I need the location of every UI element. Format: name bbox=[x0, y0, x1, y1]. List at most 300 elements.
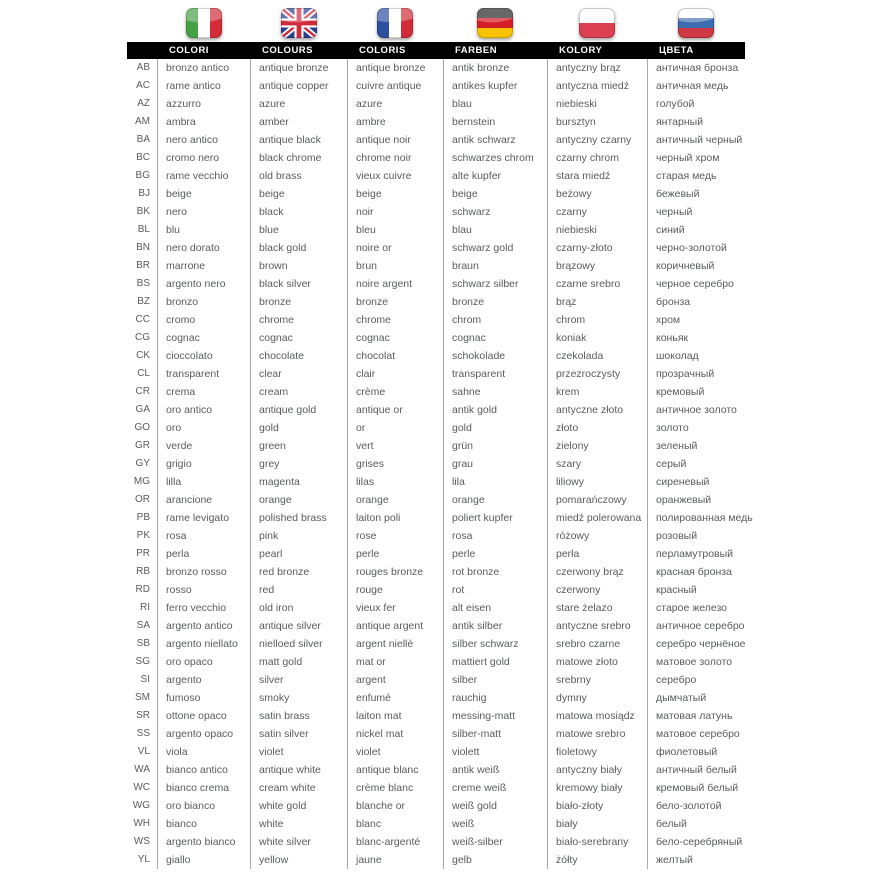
france-flag-icon bbox=[347, 0, 443, 42]
color-code-cell: WA bbox=[134, 764, 150, 775]
color-code-cell: BZ bbox=[137, 296, 150, 307]
color-code-cell: GO bbox=[134, 422, 150, 433]
color-name-cell-russian: серебро чернёное bbox=[647, 635, 850, 653]
color-name-cell-polish: krem bbox=[547, 383, 647, 401]
color-name-cell-english: gold bbox=[250, 419, 347, 437]
color-name-cell-italian: nero dorato bbox=[157, 239, 250, 257]
color-table-body bbox=[127, 59, 850, 869]
color-name-cell-german: gold bbox=[443, 419, 547, 437]
color-name-cell-french: bronze bbox=[347, 293, 443, 311]
color-name-cell-german: orange bbox=[443, 491, 547, 509]
color-code-cell: BR bbox=[136, 260, 150, 271]
color-name-cell-russian: перламутровый bbox=[647, 545, 850, 563]
color-code-cell: SG bbox=[135, 656, 150, 667]
color-name-cell-french: crème bbox=[347, 383, 443, 401]
color-name-cell-polish: czerwony bbox=[547, 581, 647, 599]
color-name-cell-german: schwarz bbox=[443, 203, 547, 221]
color-name-cell-polish: bursztyn bbox=[547, 113, 647, 131]
color-name-cell-italian: marrone bbox=[157, 257, 250, 275]
color-name-cell-polish: czarny chrom bbox=[547, 149, 647, 167]
color-name-cell-italian: nero bbox=[157, 203, 250, 221]
color-code-cell: CG bbox=[135, 332, 150, 343]
color-name-cell-russian: розовый bbox=[647, 527, 850, 545]
color-name-cell-polish: czarne srebro bbox=[547, 275, 647, 293]
color-name-cell-french: cognac bbox=[347, 329, 443, 347]
color-code-cell: PB bbox=[136, 512, 150, 523]
color-code-cell: YL bbox=[137, 854, 150, 865]
color-name-cell-french: laiton poli bbox=[347, 509, 443, 527]
color-name-cell-italian: oro opaco bbox=[157, 653, 250, 671]
color-name-cell-english: beige bbox=[250, 185, 347, 203]
color-name-cell-german: mattiert gold bbox=[443, 653, 547, 671]
color-name-cell-russian: желтый bbox=[647, 851, 850, 869]
color-name-cell-english: black chrome bbox=[250, 149, 347, 167]
color-code-cell: CC bbox=[135, 314, 150, 325]
color-name-cell-russian: кремовый bbox=[647, 383, 850, 401]
color-name-cell-polish: dymny bbox=[547, 689, 647, 707]
color-code-cell: SA bbox=[136, 620, 150, 631]
color-name-cell-german: chrom bbox=[443, 311, 547, 329]
color-name-cell-russian: дымчатый bbox=[647, 689, 850, 707]
germany-flag-icon bbox=[443, 0, 547, 42]
color-name-cell-italian: bronzo rosso bbox=[157, 563, 250, 581]
color-name-cell-french: rouges bronze bbox=[347, 563, 443, 581]
color-name-cell-french: grises bbox=[347, 455, 443, 473]
color-name-cell-polish: antyczne złoto bbox=[547, 401, 647, 419]
color-name-cell-english: amber bbox=[250, 113, 347, 131]
color-name-cell-italian: fumoso bbox=[157, 689, 250, 707]
color-name-cell-russian: красная бронза bbox=[647, 563, 850, 581]
color-name-cell-french: noire argent bbox=[347, 275, 443, 293]
color-name-cell-russian: золото bbox=[647, 419, 850, 437]
color-name-cell-polish: perła bbox=[547, 545, 647, 563]
color-code-cell: VL bbox=[137, 746, 150, 757]
color-name-cell-german: rosa bbox=[443, 527, 547, 545]
color-name-cell-polish: brązowy bbox=[547, 257, 647, 275]
color-name-cell-russian: прозрачный bbox=[647, 365, 850, 383]
color-name-cell-english: red bronze bbox=[250, 563, 347, 581]
color-name-cell-french: noir bbox=[347, 203, 443, 221]
color-name-cell-german: rauchig bbox=[443, 689, 547, 707]
color-name-cell-italian: ferro vecchio bbox=[157, 599, 250, 617]
color-name-cell-russian: черно-золотой bbox=[647, 239, 850, 257]
color-name-cell-english: green bbox=[250, 437, 347, 455]
color-name-cell-russian: янтарный bbox=[647, 113, 850, 131]
color-name-cell-italian: nero antico bbox=[157, 131, 250, 149]
color-name-cell-german: bronze bbox=[443, 293, 547, 311]
color-name-cell-german: transparent bbox=[443, 365, 547, 383]
color-code-cell: BS bbox=[136, 278, 150, 289]
color-name-cell-polish: różowy bbox=[547, 527, 647, 545]
color-name-cell-french: blanche or bbox=[347, 797, 443, 815]
color-name-cell-english: matt gold bbox=[250, 653, 347, 671]
color-name-cell-polish: czarny bbox=[547, 203, 647, 221]
color-name-cell-italian: ambra bbox=[157, 113, 250, 131]
color-name-cell-italian: oro bbox=[157, 419, 250, 437]
color-name-cell-polish: antyczny biały bbox=[547, 761, 647, 779]
color-name-cell-english: antique copper bbox=[250, 77, 347, 95]
color-name-cell-russian: старое железо bbox=[647, 599, 850, 617]
color-name-cell-french: bleu bbox=[347, 221, 443, 239]
color-name-cell-russian: античный черный bbox=[647, 131, 850, 149]
color-name-cell-german: weiß bbox=[443, 815, 547, 833]
color-name-cell-english: yellow bbox=[250, 851, 347, 869]
color-name-cell-italian: azzurro bbox=[157, 95, 250, 113]
color-name-cell-polish: liliowy bbox=[547, 473, 647, 491]
color-name-cell-italian: rame antico bbox=[157, 77, 250, 95]
color-name-cell-polish: koniak bbox=[547, 329, 647, 347]
color-name-cell-russian: зеленый bbox=[647, 437, 850, 455]
color-name-cell-russian: черный хром bbox=[647, 149, 850, 167]
color-name-cell-english: pearl bbox=[250, 545, 347, 563]
color-name-cell-italian: perla bbox=[157, 545, 250, 563]
color-name-cell-french: laiton mat bbox=[347, 707, 443, 725]
color-name-cell-german: silber schwarz bbox=[443, 635, 547, 653]
color-name-cell-polish: antyczna miedź bbox=[547, 77, 647, 95]
color-code-cell: SR bbox=[136, 710, 150, 721]
color-name-cell-german: silber-matt bbox=[443, 725, 547, 743]
color-name-cell-italian: argento opaco bbox=[157, 725, 250, 743]
color-code-cell: BJ bbox=[138, 188, 150, 199]
color-name-cell-polish: antyczny czarny bbox=[547, 131, 647, 149]
column-header-russian: ЦВЕТА bbox=[659, 45, 694, 56]
color-name-cell-english: magenta bbox=[250, 473, 347, 491]
color-name-cell-italian: crema bbox=[157, 383, 250, 401]
color-name-cell-polish: stare żelazo bbox=[547, 599, 647, 617]
color-name-cell-french: rose bbox=[347, 527, 443, 545]
flag-spacer bbox=[127, 0, 157, 42]
color-name-cell-russian: бежевый bbox=[647, 185, 850, 203]
color-name-cell-russian: оранжевый bbox=[647, 491, 850, 509]
color-name-cell-english: pink bbox=[250, 527, 347, 545]
color-code-cell: WH bbox=[133, 818, 150, 829]
column-header-polish: KOLORY bbox=[559, 45, 603, 56]
color-name-cell-english: clear bbox=[250, 365, 347, 383]
color-name-cell-polish: zielony bbox=[547, 437, 647, 455]
color-name-cell-italian: bianco crema bbox=[157, 779, 250, 797]
color-name-cell-french: antique blanc bbox=[347, 761, 443, 779]
color-name-cell-polish: czerwony brąz bbox=[547, 563, 647, 581]
color-name-cell-french: jaune bbox=[347, 851, 443, 869]
color-name-cell-italian: cromo nero bbox=[157, 149, 250, 167]
color-name-cell-german: grau bbox=[443, 455, 547, 473]
color-name-cell-italian: arancione bbox=[157, 491, 250, 509]
color-name-cell-french: vieux cuivre bbox=[347, 167, 443, 185]
color-name-cell-french: lilas bbox=[347, 473, 443, 491]
column-header-english: COLOURS bbox=[262, 45, 313, 56]
color-name-cell-english: chrome bbox=[250, 311, 347, 329]
color-name-cell-italian: bronzo antico bbox=[157, 59, 250, 77]
color-name-cell-russian: античная бронза bbox=[647, 59, 850, 77]
color-name-cell-russian: матовая латунь bbox=[647, 707, 850, 725]
color-name-cell-russian: кремовый белый bbox=[647, 779, 850, 797]
uk-flag-icon bbox=[250, 0, 347, 42]
color-name-cell-german: sahne bbox=[443, 383, 547, 401]
color-name-cell-french: chrome noir bbox=[347, 149, 443, 167]
color-name-cell-russian: античный белый bbox=[647, 761, 850, 779]
color-name-cell-russian: бронза bbox=[647, 293, 850, 311]
flags-row bbox=[127, 0, 745, 42]
color-name-cell-german: perle bbox=[443, 545, 547, 563]
color-name-cell-polish: pomarańczowy bbox=[547, 491, 647, 509]
color-name-cell-polish: czekolada bbox=[547, 347, 647, 365]
color-name-cell-english: antique white bbox=[250, 761, 347, 779]
color-name-cell-polish: beżowy bbox=[547, 185, 647, 203]
italy-flag-icon bbox=[157, 0, 250, 42]
color-name-cell-english: white gold bbox=[250, 797, 347, 815]
color-name-cell-italian: viola bbox=[157, 743, 250, 761]
color-name-cell-english: violet bbox=[250, 743, 347, 761]
color-name-cell-german: antikes kupfer bbox=[443, 77, 547, 95]
color-name-cell-french: blanc bbox=[347, 815, 443, 833]
color-name-cell-russian: серебро bbox=[647, 671, 850, 689]
color-name-cell-english: nielloed silver bbox=[250, 635, 347, 653]
color-name-cell-french: argent bbox=[347, 671, 443, 689]
color-name-cell-german: messing-matt bbox=[443, 707, 547, 725]
color-code-cell: AZ bbox=[137, 98, 150, 109]
color-code-cell: CK bbox=[136, 350, 150, 361]
color-name-cell-english: cream white bbox=[250, 779, 347, 797]
color-name-cell-english: white silver bbox=[250, 833, 347, 851]
color-code-cell: OR bbox=[135, 494, 150, 505]
color-name-cell-italian: rame vecchio bbox=[157, 167, 250, 185]
color-code-cell: BC bbox=[136, 152, 150, 163]
color-name-cell-english: chocolate bbox=[250, 347, 347, 365]
color-name-cell-english: smoky bbox=[250, 689, 347, 707]
color-name-cell-german: poliert kupfer bbox=[443, 509, 547, 527]
color-name-cell-italian: oro antico bbox=[157, 401, 250, 419]
color-name-cell-german: antik bronze bbox=[443, 59, 547, 77]
color-name-cell-french: or bbox=[347, 419, 443, 437]
color-name-cell-german: lila bbox=[443, 473, 547, 491]
color-name-cell-german: alt eisen bbox=[443, 599, 547, 617]
color-name-cell-polish: złoto bbox=[547, 419, 647, 437]
color-code-cell: AC bbox=[136, 80, 150, 91]
color-name-cell-russian: полированная медь bbox=[647, 509, 850, 527]
color-name-cell-polish: chrom bbox=[547, 311, 647, 329]
poland-flag-icon bbox=[547, 0, 647, 42]
color-name-cell-english: satin brass bbox=[250, 707, 347, 725]
color-name-cell-english: azure bbox=[250, 95, 347, 113]
color-name-cell-italian: cromo bbox=[157, 311, 250, 329]
color-name-cell-german: antik gold bbox=[443, 401, 547, 419]
color-code-cell: WG bbox=[132, 800, 150, 811]
color-name-cell-german: silber bbox=[443, 671, 547, 689]
color-name-cell-russian: сиреневый bbox=[647, 473, 850, 491]
color-name-cell-english: black gold bbox=[250, 239, 347, 257]
color-name-cell-german: cognac bbox=[443, 329, 547, 347]
color-name-cell-english: antique gold bbox=[250, 401, 347, 419]
color-name-cell-french: argent niellè bbox=[347, 635, 443, 653]
color-name-cell-german: antik weiß bbox=[443, 761, 547, 779]
color-name-cell-polish: srebro czarne bbox=[547, 635, 647, 653]
color-code-cell: GR bbox=[135, 440, 150, 451]
color-name-cell-german: braun bbox=[443, 257, 547, 275]
color-name-cell-german: rot bronze bbox=[443, 563, 547, 581]
color-name-cell-polish: niebieski bbox=[547, 221, 647, 239]
color-name-cell-italian: blu bbox=[157, 221, 250, 239]
color-name-cell-russian: хром bbox=[647, 311, 850, 329]
color-name-cell-german: schokolade bbox=[443, 347, 547, 365]
color-name-cell-italian: cioccolato bbox=[157, 347, 250, 365]
color-name-cell-italian: lilla bbox=[157, 473, 250, 491]
color-name-cell-german: bernstein bbox=[443, 113, 547, 131]
color-name-cell-italian: argento nero bbox=[157, 275, 250, 293]
color-name-cell-italian: grigio bbox=[157, 455, 250, 473]
color-name-cell-russian: белый bbox=[647, 815, 850, 833]
color-code-cell: SM bbox=[135, 692, 150, 703]
color-name-cell-french: mat or bbox=[347, 653, 443, 671]
color-name-cell-italian: ottone opaco bbox=[157, 707, 250, 725]
color-name-cell-english: red bbox=[250, 581, 347, 599]
color-name-cell-german: weiß gold bbox=[443, 797, 547, 815]
color-name-cell-french: brun bbox=[347, 257, 443, 275]
color-name-cell-french: vert bbox=[347, 437, 443, 455]
color-name-cell-french: cuivre antique bbox=[347, 77, 443, 95]
color-name-cell-english: polished brass bbox=[250, 509, 347, 527]
color-name-cell-italian: argento niellato bbox=[157, 635, 250, 653]
color-name-cell-french: clair bbox=[347, 365, 443, 383]
color-name-cell-english: bronze bbox=[250, 293, 347, 311]
color-name-cell-french: antique or bbox=[347, 401, 443, 419]
color-code-cell: GA bbox=[135, 404, 150, 415]
color-code-cell: SB bbox=[136, 638, 150, 649]
color-name-cell-italian: argento bianco bbox=[157, 833, 250, 851]
color-name-cell-italian: rosso bbox=[157, 581, 250, 599]
color-name-cell-italian: giallo bbox=[157, 851, 250, 869]
color-name-cell-polish: szary bbox=[547, 455, 647, 473]
color-name-cell-italian: transparent bbox=[157, 365, 250, 383]
color-name-cell-russian: черное серебро bbox=[647, 275, 850, 293]
color-code-cell: RD bbox=[135, 584, 150, 595]
color-name-cell-german: gelb bbox=[443, 851, 547, 869]
color-name-cell-russian: черный bbox=[647, 203, 850, 221]
color-name-cell-italian: bronzo bbox=[157, 293, 250, 311]
color-name-cell-italian: oro bianco bbox=[157, 797, 250, 815]
color-name-cell-russian: голубой bbox=[647, 95, 850, 113]
color-code-cell: BA bbox=[136, 134, 150, 145]
color-name-cell-french: beige bbox=[347, 185, 443, 203]
color-name-cell-german: creme weiß bbox=[443, 779, 547, 797]
color-name-cell-german: grün bbox=[443, 437, 547, 455]
color-name-cell-italian: cognac bbox=[157, 329, 250, 347]
color-name-cell-italian: verde bbox=[157, 437, 250, 455]
color-name-cell-english: brown bbox=[250, 257, 347, 275]
color-name-cell-russian: античное золото bbox=[647, 401, 850, 419]
color-name-cell-english: antique black bbox=[250, 131, 347, 149]
color-code-cell: CR bbox=[135, 386, 150, 397]
color-name-cell-german: schwarz gold bbox=[443, 239, 547, 257]
color-code-cell: CL bbox=[137, 368, 150, 379]
color-name-cell-italian: rosa bbox=[157, 527, 250, 545]
color-name-cell-polish: srebrny bbox=[547, 671, 647, 689]
color-name-cell-english: blue bbox=[250, 221, 347, 239]
color-name-cell-russian: матовое серебро bbox=[647, 725, 850, 743]
color-name-cell-english: old iron bbox=[250, 599, 347, 617]
color-name-cell-english: old brass bbox=[250, 167, 347, 185]
color-name-cell-italian: rame levigato bbox=[157, 509, 250, 527]
color-name-cell-french: rouge bbox=[347, 581, 443, 599]
color-code-cell: SS bbox=[136, 728, 150, 739]
color-name-cell-german: schwarz silber bbox=[443, 275, 547, 293]
color-name-cell-french: chocolat bbox=[347, 347, 443, 365]
color-name-cell-german: alte kupfer bbox=[443, 167, 547, 185]
color-name-cell-french: azure bbox=[347, 95, 443, 113]
color-name-cell-french: orange bbox=[347, 491, 443, 509]
color-name-cell-french: antique bronze bbox=[347, 59, 443, 77]
color-code-cell: RB bbox=[136, 566, 150, 577]
color-name-cell-polish: czarny-złoto bbox=[547, 239, 647, 257]
color-code-cell: GY bbox=[135, 458, 150, 469]
color-name-cell-french: chrome bbox=[347, 311, 443, 329]
color-name-cell-english: antique silver bbox=[250, 617, 347, 635]
color-name-cell-french: crème blanc bbox=[347, 779, 443, 797]
color-name-cell-german: rot bbox=[443, 581, 547, 599]
color-name-cell-english: silver bbox=[250, 671, 347, 689]
color-name-cell-german: schwarzes chrom bbox=[443, 149, 547, 167]
color-name-cell-german: beige bbox=[443, 185, 547, 203]
color-name-cell-polish: żółty bbox=[547, 851, 647, 869]
color-code-cell: WS bbox=[133, 836, 150, 847]
color-name-cell-russian: бело-серебряный bbox=[647, 833, 850, 851]
color-code-cell: SI bbox=[140, 674, 150, 685]
color-name-cell-english: satin silver bbox=[250, 725, 347, 743]
color-name-cell-german: antik silber bbox=[443, 617, 547, 635]
color-name-cell-russian: античное серебро bbox=[647, 617, 850, 635]
color-name-cell-russian: бело-золотой bbox=[647, 797, 850, 815]
color-name-cell-french: antique noir bbox=[347, 131, 443, 149]
color-name-cell-italian: argento bbox=[157, 671, 250, 689]
color-code-cell: PR bbox=[136, 548, 150, 559]
color-name-cell-english: black silver bbox=[250, 275, 347, 293]
color-name-cell-polish: przezroczysty bbox=[547, 365, 647, 383]
color-name-cell-french: perle bbox=[347, 545, 443, 563]
color-name-cell-italian: argento antico bbox=[157, 617, 250, 635]
color-name-cell-polish: brąz bbox=[547, 293, 647, 311]
color-name-cell-french: violet bbox=[347, 743, 443, 761]
column-header-german: FARBEN bbox=[455, 45, 498, 56]
color-name-cell-english: antique bronze bbox=[250, 59, 347, 77]
color-name-cell-english: cognac bbox=[250, 329, 347, 347]
color-code-cell: MG bbox=[133, 476, 150, 487]
color-name-cell-polish: fioletowy bbox=[547, 743, 647, 761]
color-name-cell-polish: antyczne srebro bbox=[547, 617, 647, 635]
color-name-cell-russian: коньяк bbox=[647, 329, 850, 347]
color-name-cell-english: white bbox=[250, 815, 347, 833]
color-name-cell-french: vieux fer bbox=[347, 599, 443, 617]
column-header-italian: COLORI bbox=[169, 45, 209, 56]
color-name-cell-russian: матовое золото bbox=[647, 653, 850, 671]
color-name-cell-russian: синий bbox=[647, 221, 850, 239]
color-code-cell: AM bbox=[135, 116, 150, 127]
color-code-cell: BL bbox=[137, 224, 150, 235]
color-name-cell-russian: красный bbox=[647, 581, 850, 599]
color-name-cell-polish: biały bbox=[547, 815, 647, 833]
column-header-french: COLORIS bbox=[359, 45, 406, 56]
color-name-cell-french: enfumé bbox=[347, 689, 443, 707]
color-name-cell-german: blau bbox=[443, 95, 547, 113]
color-name-cell-english: cream bbox=[250, 383, 347, 401]
color-name-cell-russian: фиолетовый bbox=[647, 743, 850, 761]
color-code-cell: RI bbox=[140, 602, 150, 613]
color-name-cell-german: weiß-silber bbox=[443, 833, 547, 851]
color-name-cell-italian: bianco bbox=[157, 815, 250, 833]
color-name-cell-german: blau bbox=[443, 221, 547, 239]
color-name-cell-italian: bianco antico bbox=[157, 761, 250, 779]
color-name-cell-french: nickel mat bbox=[347, 725, 443, 743]
color-name-cell-russian: старая медь bbox=[647, 167, 850, 185]
color-name-cell-french: ambre bbox=[347, 113, 443, 131]
